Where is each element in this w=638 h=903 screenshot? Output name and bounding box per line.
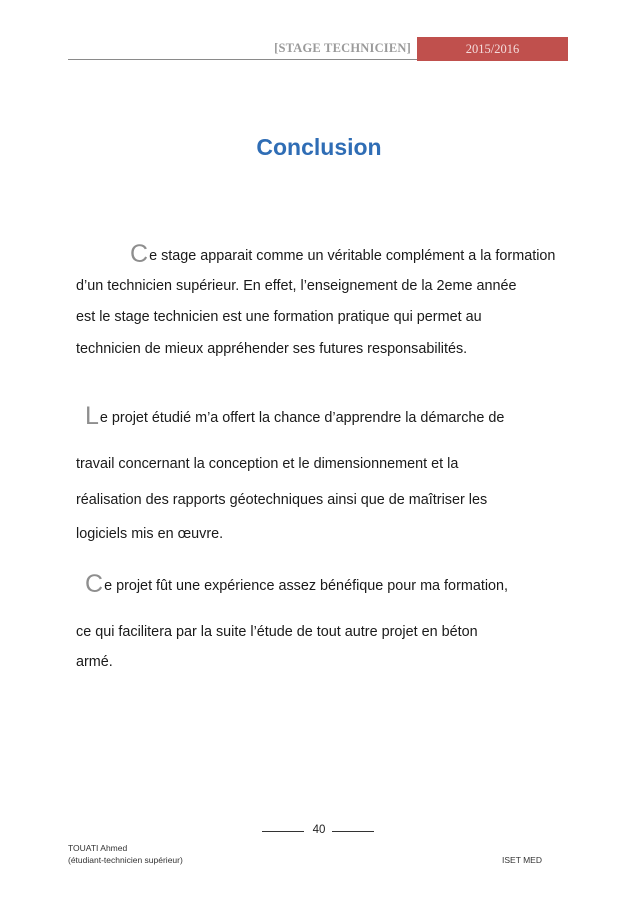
footer-institution: ISET MED	[502, 855, 542, 865]
paragraph-line: est le stage technicien est une formation pratique qui permet au	[76, 309, 482, 325]
drop-cap: C	[130, 240, 149, 268]
header-document-label: [STAGE TECHNICIEN]	[274, 41, 411, 55]
page-title: Conclusion	[256, 134, 382, 160]
line-text: e projet fût une expérience assez bénéfique pour ma formation,	[104, 578, 509, 594]
footer-role: (étudiant-technicien supérieur)	[68, 855, 183, 865]
paragraph-1	[76, 240, 576, 380]
footer-rule-right	[332, 831, 374, 832]
paragraph-3	[76, 570, 576, 680]
paragraph-line: d’un technicien supérieur. En effet, l’enseignement de la 2eme année	[76, 278, 517, 294]
paragraph-line	[85, 570, 508, 599]
paragraph-line: armé.	[76, 654, 113, 670]
footer-rule-left	[262, 831, 304, 832]
drop-cap: C	[85, 570, 104, 598]
paragraph-line	[130, 240, 555, 269]
page-number: 40	[312, 824, 326, 836]
footer-author: TOUATI Ahmed	[68, 843, 128, 853]
paragraph-line: travail concernant la conception et le dimensionnement et la	[76, 456, 459, 472]
paragraph-line: logiciels mis en œuvre.	[76, 526, 224, 542]
paragraph-line: réalisation des rapports géotechniques ainsi que de maîtriser les	[76, 492, 488, 508]
line-text: e projet étudié m’a offert la chance d’apprendre la démarche de	[99, 410, 505, 426]
paragraph-line: ce qui facilitera par la suite l’étude de tout autre projet en béton	[76, 624, 478, 640]
header-divider	[68, 59, 417, 60]
paragraph-2	[76, 402, 576, 552]
paragraph-line	[85, 402, 504, 431]
line-text: e stage apparait comme un véritable complément a la formation	[149, 248, 556, 264]
header-year-badge: 2015/2016	[417, 37, 568, 61]
paragraph-line: technicien de mieux appréhender ses futures responsabilités.	[76, 341, 468, 357]
drop-cap: L	[85, 402, 99, 430]
